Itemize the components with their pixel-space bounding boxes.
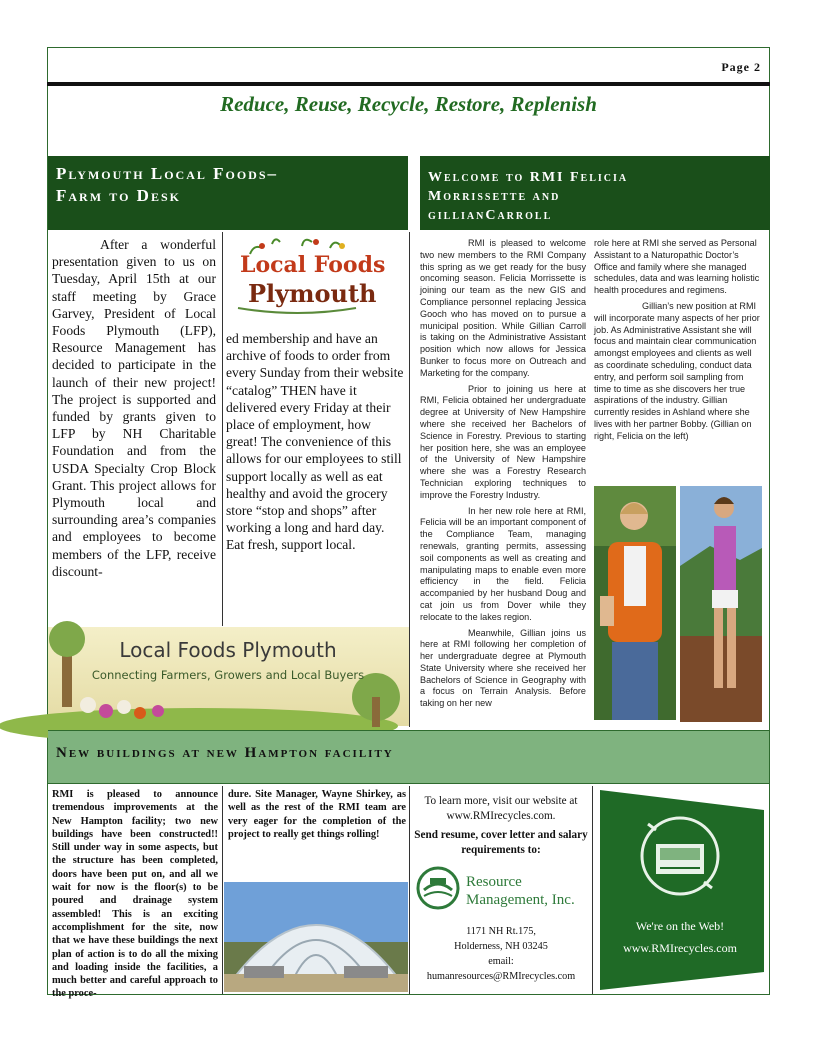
newsletter-headline: Reduce, Reuse, Recycle, Restore, Replenish — [220, 92, 597, 116]
learn-more-text: To learn more, visit our website at www.RMIrecycles.com. — [424, 795, 578, 822]
local-foods-column2 — [226, 330, 404, 554]
welcome-paragraph2: Prior to joining us here at RMI, Felicia obtained her undergraduate degree at University of New Hampshire where she received her Bachelors of Science in Forestry. Previous to starting her position here, she was an employee of the University of New Hampshire where she was a Forestry Research Technician exploring techniques to improve the Forestry Industry. — [420, 383, 586, 500]
column-divider — [222, 786, 223, 994]
felicia-photo — [594, 486, 676, 720]
email-label: email: — [488, 956, 514, 967]
address-line1: 1171 NH Rt.175, — [466, 926, 536, 937]
logo-local-foods-text: Local Foods — [240, 252, 386, 278]
welcome-heading-line2: Morrissette and — [428, 189, 561, 204]
column-divider — [592, 786, 593, 994]
welcome-heading — [420, 156, 770, 230]
mailing-address — [414, 924, 588, 984]
banner-title: Local Foods Plymouth — [119, 638, 337, 662]
send-resume-text: Send resume, cover letter and salary requirements to: — [414, 829, 588, 856]
address-line2: Holderness, NH 03245 — [454, 941, 548, 952]
local-foods-heading-line2: Farm to Desk — [56, 186, 181, 205]
welcome-heading-line3: gillianCarroll — [428, 208, 553, 223]
local-foods-banner — [48, 627, 409, 726]
local-foods-heading — [48, 156, 408, 230]
building-photo — [224, 882, 408, 992]
welcome-paragraph5: role here at RMI she served as Personal Assistant to a Naturopathic Doctor’s Office and family where she managed schedules, data and was learning holistic health procedures and regimens. — [594, 238, 760, 296]
buildings-column2: dure. Site Manager, Wayne Shirkey, as well as the rest of the RMI team are very eager for the completion of the project to really get things rolling! — [228, 789, 406, 840]
column-divider — [222, 232, 223, 626]
local-foods-column1 — [52, 236, 216, 580]
contact-block — [414, 794, 588, 858]
welcome-column2 — [594, 238, 762, 443]
heading-gap — [408, 156, 420, 230]
banner-subtitle: Connecting Farmers, Growers and Local Buyers — [91, 668, 365, 682]
column-divider — [409, 786, 410, 994]
rmi-logo-line2: Management, Inc. — [466, 892, 575, 908]
welcome-column1 — [420, 238, 586, 710]
email-address[interactable]: humanresources@RMIrecycles.com — [426, 971, 576, 982]
local-foods-text1: After a wonderful presentation given to us on Tuesday, April 15th at our staff meeting by Grace Garvey, President of Local Foods Plymouth (LFP), Resource Management has decided to participate in the launch of their new project! The project is supported and funded by grants given to LFP by NH Charitable Foundation and from the USDA Specialty Crop Block Grant. This project allows for Plymouth local and surrounding area’s companies and employees to become members of the LFP, receive discount- — [52, 237, 216, 579]
rmi-logo-line1: Resource — [466, 874, 522, 890]
page-number: Page 2 — [721, 60, 761, 74]
local-foods-logo — [232, 234, 386, 318]
rmi-logo — [414, 866, 588, 912]
header-rule — [47, 82, 770, 86]
welcome-paragraph6: Gillian’s new position at RMI will incorporate many aspects of her prior job. As Administrative Assistant she will focus and maintain clear communication amongst employees and clients as well as coordinate scheduling, conduct data entry, and perform soil sampling from time to time as she discovers her true aspirations of the industry. Gillian currently resides in Ashland where she lives with her partner Bobby. (Gillian on right, Felicia on the left) — [594, 300, 760, 441]
gillian-photo — [680, 486, 762, 722]
welcome-paragraph4: Meanwhile, Gillian joins us here at RMI following her completion of her undergraduate degree at Plymouth State University where she received her Bachelors of Science in Geography with a focus on Terrain Analysis. Before taking on her new — [420, 627, 586, 709]
buildings-heading: New buildings at new Hampton facility — [48, 730, 769, 784]
local-foods-heading-line1: Plymouth Local Foods– — [56, 164, 279, 183]
local-foods-text2: ed membership and have an archive of foods to order from every Sunday from their website “catalog” THEN have it delivered every Friday at their place of employment, how great! The convenience of this allows for our employees to still support locally as well as eat healthy and avoid the grocery store “stop and shops” after working a long and hard day. Eat fresh, support local. — [226, 331, 404, 553]
web-box-line1: We're on the Web! — [635, 919, 725, 933]
welcome-paragraph1: RMI is pleased to welcome two new members to the RMI Company this spring as we get ready for the busy oncoming season. Felicia Morrissette is joining our team as the new GIS and Compliance personnel replacing Jessica Gooch who has moved on to pursue a municipal position. While Gillian Carroll is taking on the Administrative Assistant position which now allows for Jessica Bunker to focus more on Outreach and Marketing for the company. — [420, 238, 586, 378]
column-divider — [409, 232, 410, 727]
web-box-line2: www.RMIrecycles.com — [623, 941, 737, 955]
buildings-column1: RMI is pleased to announce tremendous improvements at the New Hampton facility; two new buildings have been constructed!! Still under way in some aspects, but the structure has been completed, doors have been put on, and all we wait for now is the floor(s) to be poured and drainage system assembled! This is an exciting accomplishment for the site, now that we have these buildings the next plan of action is to do all the mixing and loading inside the facilities, a much better and careful approach to the proce- — [52, 789, 218, 1000]
welcome-heading-line1: Welcome to RMI Felicia — [428, 170, 629, 185]
web-box[interactable] — [600, 790, 764, 990]
welcome-paragraph3: In her new role here at RMI, Felicia will be an important component of the Compliance Team, managing renewals, granting permits, assessing soil components as well as creating and manipulating maps to enable even more efficiency in the field. Felicia accompanied by her husband Doug and cat join us from Dover while they relocate to the lakes region. — [420, 505, 586, 622]
logo-plymouth-text: Plymouth — [248, 279, 377, 308]
